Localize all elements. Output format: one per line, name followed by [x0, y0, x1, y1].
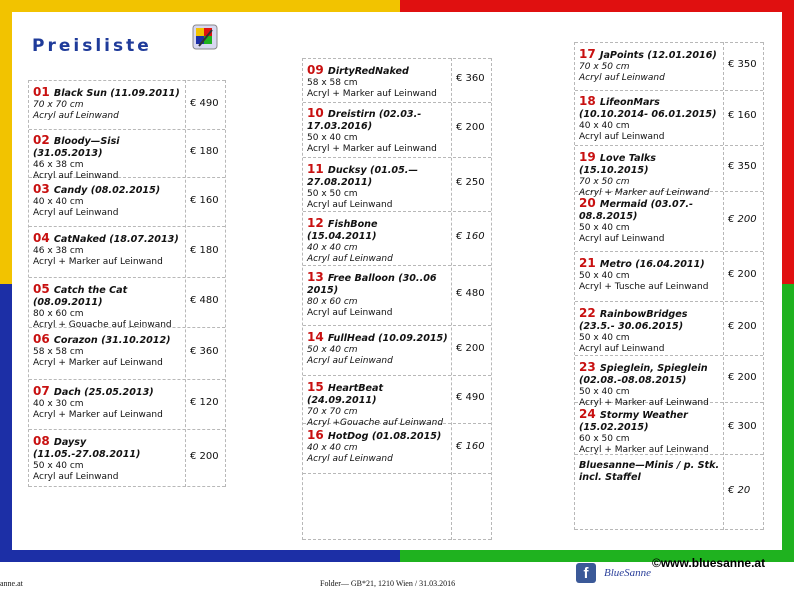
artwork-title [33, 183, 183, 197]
artwork-name: Ducksy (01.05.— 27.08.2011) [307, 165, 419, 188]
artwork-number: 16 [307, 428, 328, 442]
artwork-medium: Acryl auf Leinwand [307, 454, 393, 464]
artwork-medium: Acryl auf Leinwand [33, 472, 119, 482]
artwork-title [33, 283, 183, 309]
artwork-name: Bloody—Sisi (31.05.2013) [33, 136, 120, 159]
artwork-number: 04 [33, 231, 54, 245]
artwork-price: € 180 [190, 244, 219, 256]
artwork-title [579, 197, 721, 223]
artwork-size: 58 x 58 cm [307, 78, 358, 88]
artwork-title [33, 333, 183, 347]
artwork-price: € 360 [456, 73, 485, 84]
artwork-name: HotDog (01.08.2015) [327, 431, 442, 442]
artwork-medium: Acryl auf Leinwand [579, 344, 665, 354]
artwork-medium: Acryl + Marker auf Leinwand [579, 188, 710, 198]
artwork-name: Dreistirn (02.03.- 17.03.2016) [307, 109, 422, 132]
artwork-description [33, 283, 183, 331]
artwork-medium: Acryl + Marker auf Leinwand [579, 445, 709, 455]
artwork-price: € 200 [728, 214, 757, 225]
footer-center-text: Folder— GB*21, 1210 Wien / 31.03.2016 [320, 579, 456, 588]
artwork-name: Daysy (11.05.-27.08.2011) [33, 437, 141, 460]
artwork-medium: Acryl + Marker auf Leinwand [33, 410, 163, 420]
artwork-medium: Acryl + Marker auf Leinwand [307, 89, 437, 99]
price-column-3 [574, 42, 764, 530]
facebook-icon[interactable]: f [576, 563, 596, 583]
artwork-number: 01 [33, 85, 54, 99]
artwork-name: JaPoints (12.01.2016) [599, 50, 717, 61]
artwork-description [33, 232, 183, 268]
artwork-title [579, 151, 721, 177]
price-row [575, 252, 763, 302]
artwork-description [307, 331, 449, 367]
frame-left-yellow [0, 0, 12, 284]
artwork-price: € 480 [456, 288, 485, 299]
artwork-title [307, 217, 449, 243]
artwork-number: 19 [579, 150, 600, 164]
artwork-description [579, 408, 721, 456]
artwork-description [579, 361, 721, 409]
artwork-price: € 490 [190, 97, 219, 109]
artwork-description [33, 134, 183, 182]
artwork-description [579, 307, 721, 355]
artwork-price: € 160 [728, 110, 757, 121]
artwork-name: Love Talks (15.10.2015) [579, 153, 656, 176]
artwork-name: Free Balloon (30..06 2015) [307, 273, 437, 296]
artwork-number: 10 [307, 106, 328, 120]
artwork-description [307, 217, 449, 265]
artwork-size: 46 x 38 cm [33, 160, 84, 170]
artwork-title [579, 408, 721, 434]
artwork-title [579, 48, 721, 62]
artwork-title [307, 64, 449, 78]
artwork-price: € 250 [456, 177, 485, 188]
artwork-number: 18 [579, 94, 600, 108]
price-row [575, 302, 763, 356]
artwork-number: 11 [307, 162, 328, 176]
artwork-title [307, 331, 449, 345]
price-row [303, 474, 491, 540]
artwork-price: € 360 [190, 346, 219, 357]
frame-left-blue [0, 284, 12, 562]
artwork-price: € 180 [190, 145, 219, 157]
artwork-title [307, 381, 449, 407]
frame-top-red [400, 0, 794, 12]
brand-name: BlueSanne [604, 567, 652, 579]
artwork-title [579, 257, 721, 271]
artwork-medium: Acryl auf Leinwand [33, 171, 119, 181]
artwork-title [307, 271, 449, 297]
artwork-description [33, 435, 183, 483]
artwork-size: 40 x 40 cm [307, 443, 358, 453]
artwork-name: Bluesanne—Minis / p. Stk. incl. Staffel [579, 460, 720, 483]
artwork-price: € 160 [456, 441, 485, 452]
artwork-number: 14 [307, 330, 328, 344]
price-row [303, 424, 491, 474]
artwork-title [579, 361, 721, 387]
artwork-description [307, 429, 449, 465]
artwork-size: 60 x 50 cm [579, 434, 630, 444]
price-row [303, 376, 491, 428]
artwork-price: € 480 [190, 295, 219, 306]
price-row [303, 266, 491, 326]
price-column-2 [302, 58, 492, 540]
artwork-name: FishBone (15.04.2011) [307, 219, 378, 242]
artwork-title [307, 429, 449, 443]
artwork-number: 21 [579, 256, 600, 270]
artwork-number: 09 [307, 63, 328, 77]
price-row [303, 212, 491, 266]
artwork-number: 06 [33, 332, 54, 346]
artwork-number: 13 [307, 270, 328, 284]
artwork-size: 50 x 40 cm [307, 133, 358, 143]
artwork-name: Catch the Cat (08.09.2011) [33, 285, 128, 308]
artwork-description [33, 86, 183, 122]
frame-bottom-blue [0, 550, 400, 562]
price-row [575, 403, 763, 455]
artwork-price: € 160 [456, 231, 485, 242]
artwork-description [307, 64, 449, 100]
artwork-medium: Acryl + Marker auf Leinwand [579, 398, 709, 408]
artwork-size: 70 x 70 cm [307, 407, 358, 417]
artwork-name: RainbowBridges (23.5.- 30.06.2015) [579, 309, 688, 332]
artwork-price: € 200 [456, 343, 485, 354]
frame-right-green [782, 284, 794, 562]
price-row [575, 90, 763, 146]
artwork-size: 40 x 30 cm [33, 399, 84, 409]
artwork-medium: Acryl auf Leinwand [579, 234, 665, 244]
artwork-number: 20 [579, 196, 600, 210]
artwork-title [307, 107, 449, 133]
artwork-size: 50 x 40 cm [579, 223, 630, 233]
artwork-size: 58 x 58 cm [33, 347, 84, 357]
frame-right-red [782, 0, 794, 284]
artwork-medium: Acryl auf Leinwand [307, 308, 393, 318]
price-row [575, 146, 763, 198]
artwork-title [33, 385, 183, 399]
artwork-name: DirtyRedNaked [327, 66, 409, 77]
artwork-price: € 160 [190, 194, 219, 206]
artwork-name: Mermaid (03.07.- 08.8.2015) [579, 199, 693, 222]
price-row [29, 278, 225, 328]
artwork-medium: Acryl auf Leinwand [579, 132, 665, 142]
artwork-price: € 200 [728, 269, 757, 280]
artwork-number: 07 [33, 384, 54, 398]
artwork-title [33, 86, 183, 100]
artwork-size: 80 x 60 cm [307, 297, 358, 307]
price-row [303, 102, 491, 158]
artwork-name: Corazon (31.10.2012) [53, 335, 171, 346]
price-row [29, 380, 225, 430]
artwork-medium: Acryl + Marker auf Leinwand [33, 257, 163, 267]
artwork-price: € 350 [728, 59, 757, 70]
artwork-size: 50 x 40 cm [307, 345, 358, 355]
artwork-size: 80 x 60 cm [33, 309, 84, 319]
artwork-price: € 300 [728, 421, 757, 432]
artwork-title [579, 307, 721, 333]
artwork-size: 70 x 50 cm [579, 62, 630, 72]
artwork-medium: Acryl auf Leinwand [579, 73, 665, 83]
artwork-title [579, 460, 721, 484]
artwork-price: € 200 [728, 371, 757, 383]
artwork-title [33, 134, 183, 160]
artwork-size: 50 x 40 cm [579, 271, 630, 281]
price-row [303, 158, 491, 212]
artwork-medium: Acryl auf Leinwand [33, 111, 119, 121]
color-palette-icon [190, 22, 220, 52]
artwork-price: € 200 [728, 321, 757, 332]
price-row [575, 42, 763, 91]
price-row [303, 58, 491, 103]
artwork-number: 08 [33, 434, 54, 448]
artwork-description [579, 460, 721, 484]
artwork-medium: Acryl auf Leinwand [307, 254, 393, 264]
artwork-size: 50 x 40 cm [579, 333, 630, 343]
artwork-name: Stormy Weather (15.02.2015) [579, 410, 688, 433]
artwork-description [33, 385, 183, 421]
artwork-number: 24 [579, 407, 600, 421]
artwork-medium: Acryl + Tusche auf Leinwand [579, 282, 709, 292]
artwork-medium: Acryl auf Leinwand [33, 208, 119, 218]
frame-top-yellow [0, 0, 400, 12]
page-title: Preisliste [32, 36, 152, 56]
artwork-medium: Acryl +Gouache auf Leinwand [307, 418, 444, 428]
artwork-size: 70 x 50 cm [579, 177, 630, 187]
artwork-medium: Acryl + Gouache auf Leinwand [33, 320, 172, 330]
artwork-title [579, 95, 721, 121]
artwork-description [307, 271, 449, 319]
artwork-price: € 20 [728, 484, 751, 496]
artwork-name: Metro (16.04.2011) [599, 259, 705, 270]
artwork-description [579, 48, 721, 84]
artwork-medium: Acryl auf Leinwand [307, 356, 393, 366]
artwork-name: CatNaked (18.07.2013) [53, 234, 179, 245]
artwork-price: € 350 [728, 161, 757, 172]
price-row [29, 227, 225, 278]
artwork-name: Black Sun (11.09.2011) [53, 88, 180, 99]
price-row [303, 326, 491, 376]
artwork-size: 40 x 40 cm [307, 243, 358, 253]
artwork-size: 70 x 70 cm [33, 100, 84, 110]
artwork-number: 17 [579, 47, 600, 61]
price-row [29, 129, 225, 181]
artwork-price: € 200 [456, 122, 485, 133]
artwork-medium: Acryl auf Leinwand [307, 200, 393, 210]
artwork-name: LifeonMars (10.10.2014- 06.01.2015) [579, 97, 717, 120]
artwork-description [33, 183, 183, 219]
artwork-size: 50 x 50 cm [307, 189, 358, 199]
artwork-size: 46 x 38 cm [33, 246, 84, 256]
website-link[interactable]: ©www.bluesanne.at [652, 556, 766, 570]
price-row [575, 356, 763, 408]
artwork-size: 50 x 40 cm [33, 461, 84, 471]
artwork-number: 22 [579, 306, 600, 320]
artwork-size: 40 x 40 cm [33, 197, 84, 207]
artwork-number: 02 [33, 133, 54, 147]
artwork-number: 05 [33, 282, 54, 296]
price-row [575, 192, 763, 252]
artwork-name: Dach (25.05.2013) [53, 387, 154, 398]
footer-left-text: anne.at [0, 579, 23, 588]
artwork-title [33, 232, 183, 246]
artwork-name: FullHead (10.09.2015) [327, 333, 448, 344]
price-row [575, 455, 763, 530]
artwork-description [307, 163, 449, 211]
price-row [29, 178, 225, 227]
artwork-title [33, 435, 183, 461]
artwork-number: 12 [307, 216, 328, 230]
price-row [29, 80, 225, 130]
artwork-medium: Acryl + Marker auf Leinwand [307, 144, 437, 154]
artwork-description [33, 333, 183, 369]
artwork-name: Spieglein, Spieglein (02.08.-08.08.2015) [579, 363, 708, 386]
price-row [29, 430, 225, 487]
artwork-medium: Acryl + Marker auf Leinwand [33, 358, 163, 368]
price-row [29, 328, 225, 380]
artwork-price: € 200 [190, 450, 219, 462]
artwork-number: 15 [307, 380, 328, 394]
artwork-description [579, 257, 721, 293]
artwork-name: HeartBeat (24.09.2011) [307, 383, 384, 406]
price-column-1 [28, 80, 226, 487]
artwork-number: 23 [579, 360, 600, 374]
artwork-size: 50 x 40 cm [579, 387, 630, 397]
artwork-price: € 120 [190, 397, 219, 408]
artwork-description [579, 95, 721, 143]
artwork-description [579, 197, 721, 245]
artwork-price: € 490 [456, 392, 485, 403]
artwork-title [307, 163, 449, 189]
artwork-name: Candy (08.02.2015) [53, 185, 161, 196]
artwork-description [307, 381, 449, 429]
artwork-number: 03 [33, 182, 54, 196]
artwork-size: 40 x 40 cm [579, 121, 630, 131]
artwork-description [307, 107, 449, 155]
